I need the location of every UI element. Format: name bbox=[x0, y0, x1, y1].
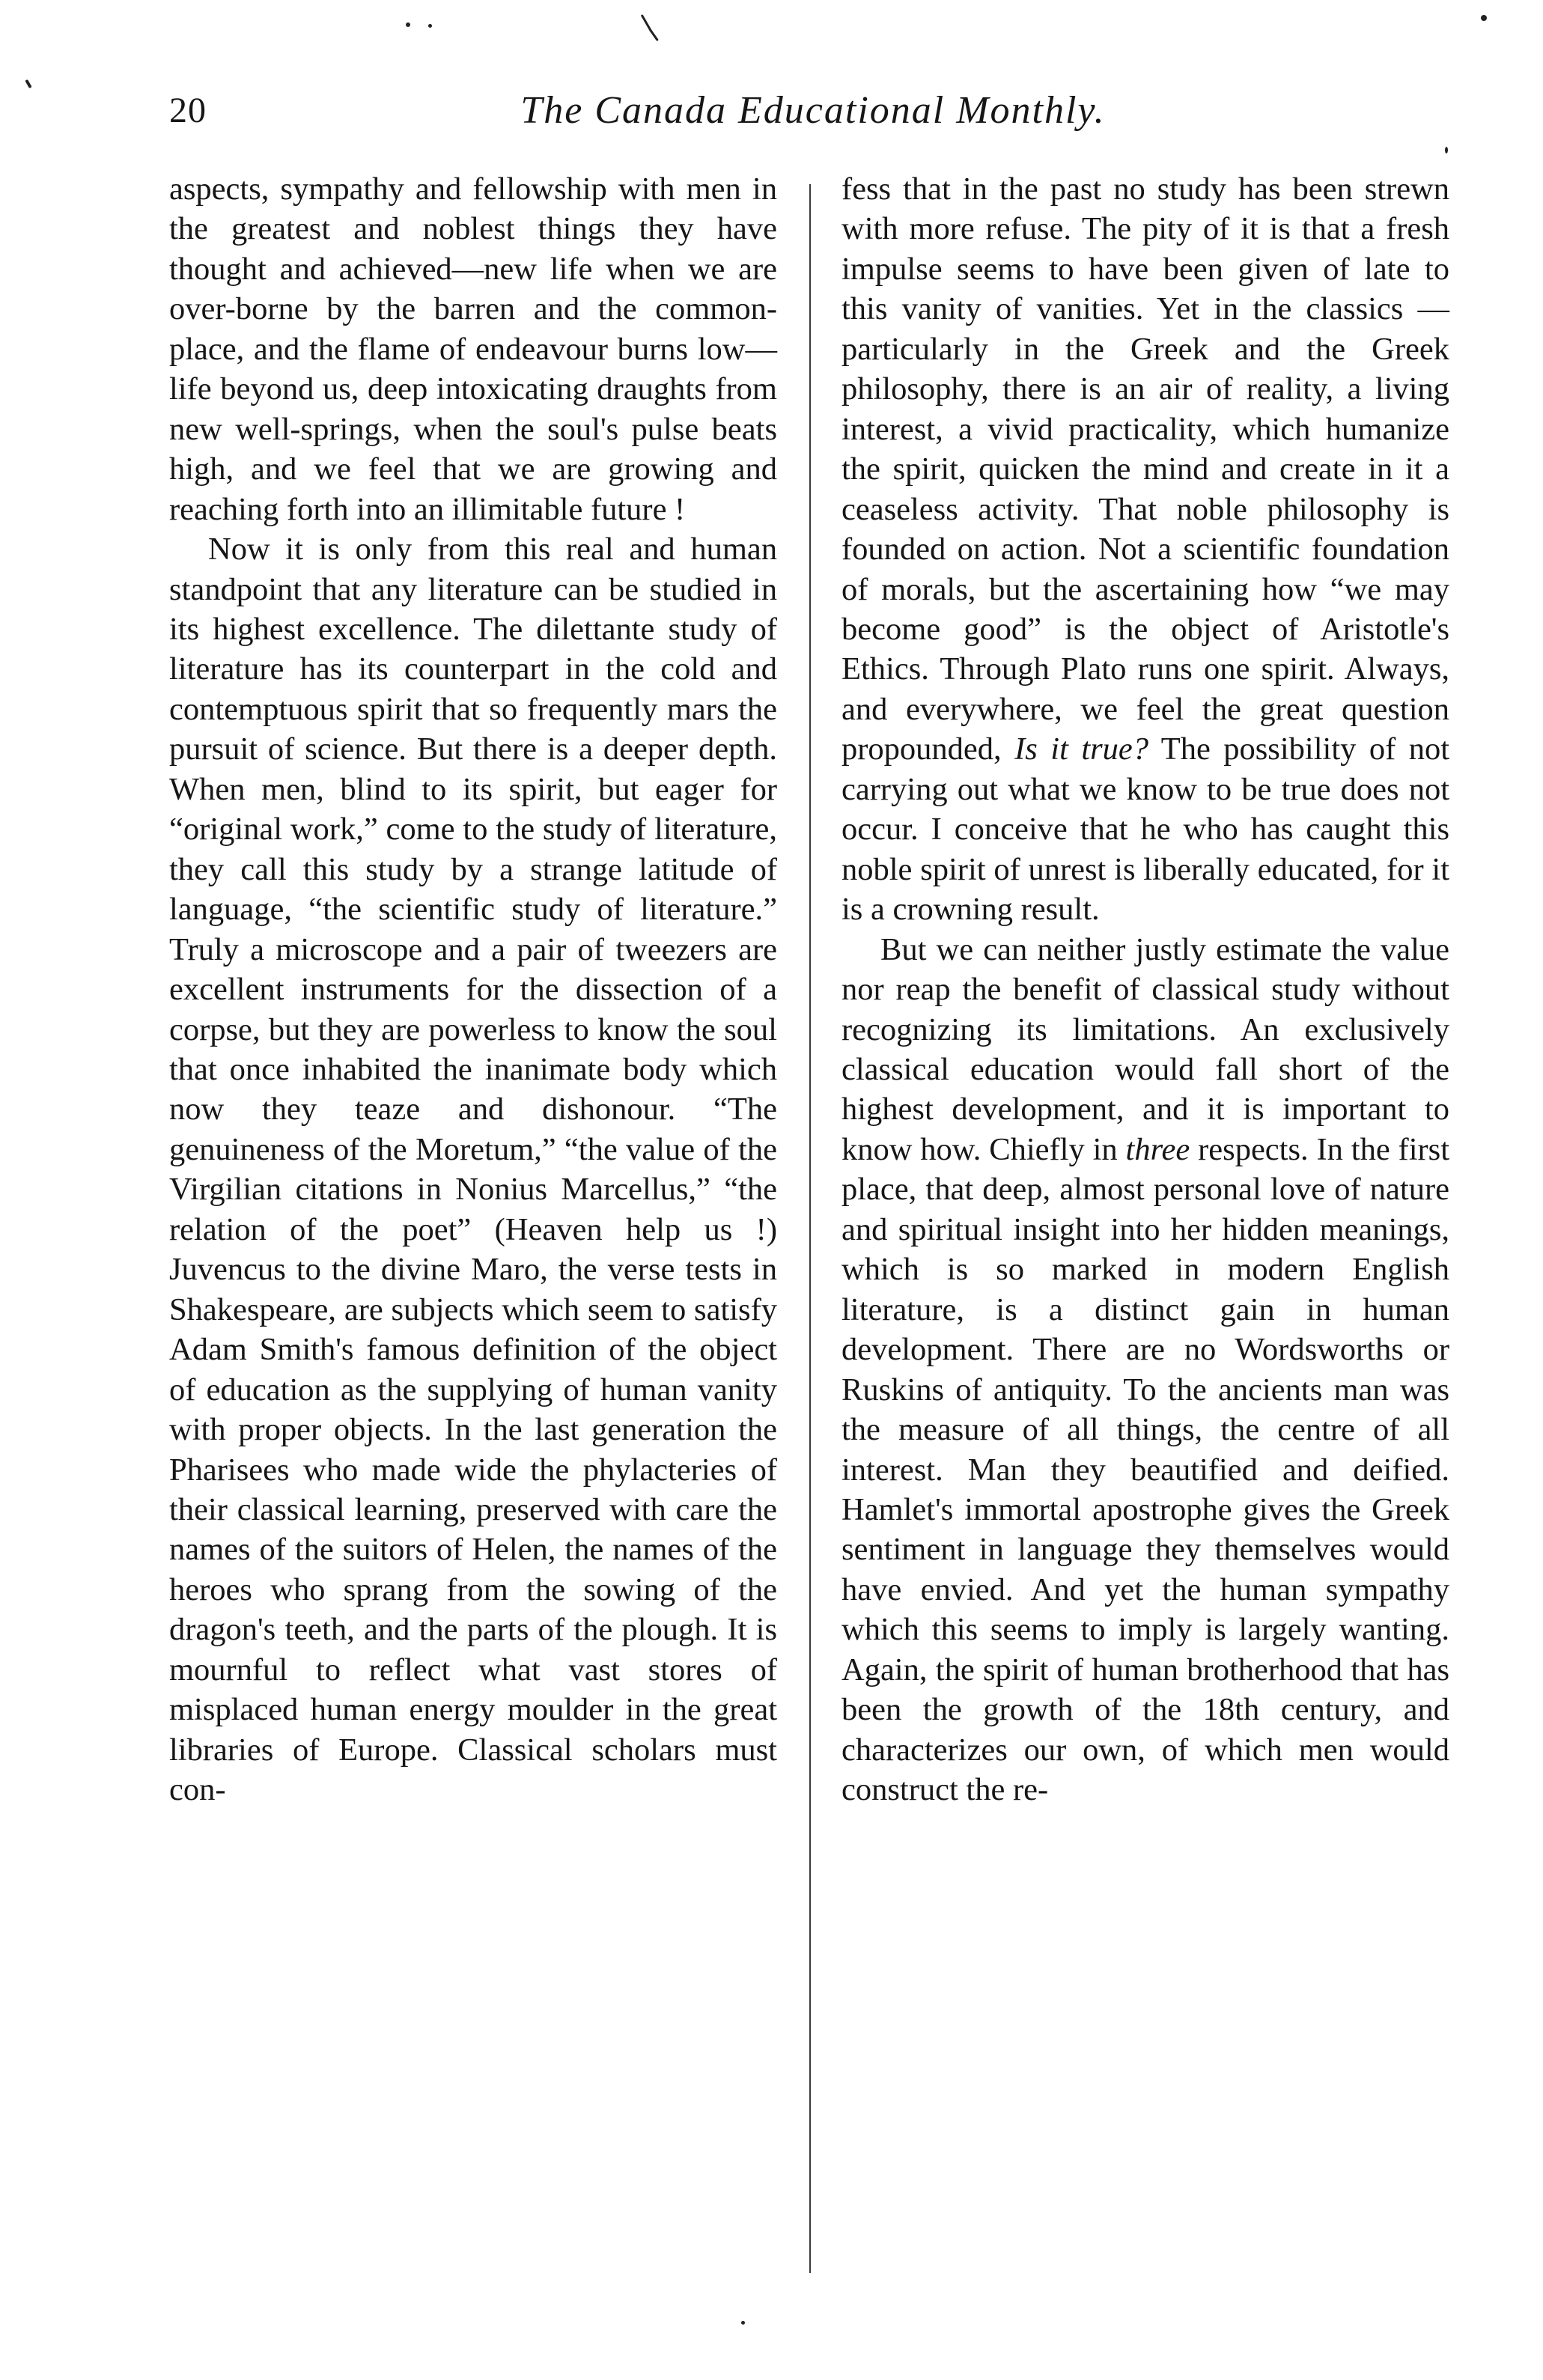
right-paragraph-1-text-a: fess that in the past no study has been strewn with more refuse. The pity of it is that a fresh impulse seems to have been given of late to this vanity of vanities. Yet in the classics —particularly in the Greek and the Greek philosophy, there is an air of reality, a living interest, a vivid practicality, which humanize the spirit, quicken the mind and create in it a ceaseless activity. That noble philosophy is founded on action. Not a scientific foundation of morals, but the ascertaining how “we may become good” is the object of Aristotle's Ethics. Through Plato runs one spirit. Always, and everywhere, we feel the great question propounded, bbox=[842, 171, 1449, 767]
italic-question: Is it true? bbox=[1014, 731, 1149, 767]
italic-three: three bbox=[1125, 1131, 1190, 1167]
scan-speck bbox=[649, 29, 659, 41]
scan-speck bbox=[1445, 147, 1448, 153]
right-paragraph-2-text-a: But we can neither justly estimate the value nor reap the benefit of classical study without recognizing its limitations. An exclusively classical education would fall short of the highest development, and it is important to know how. Chiefly in bbox=[842, 931, 1449, 1167]
scan-speck bbox=[741, 2321, 745, 2325]
right-paragraph-2-text-b: respects. In the first place, that deep, almost personal love of nature and spiritual insight into her hidden meanings, which is so marked in modern English literature, is a distinct gain in human development. There are no Wordsworths or Ruskins of antiquity. To the ancients man was the measure of all things, the centre of all interest. Man they beautified and deified. Hamlet's immortal apostrophe gives the Greek sentiment in language they themselves would have envied. And yet the human sympathy which this seems to imply is largely wanting. Again, the spirit of human brotherhood that has been the growth of the 18th century, and characterizes our own, of which men would construct the re- bbox=[842, 1131, 1450, 1808]
right-paragraph-1-text-b: The possibility of not carrying out what we know to be true does not occur. I conceive that he who has caught this noble spirit of unrest is liberally educated, for it is a crowning result. bbox=[842, 731, 1449, 928]
page-header bbox=[169, 88, 1457, 148]
left-paragraph-1: aspects, sympathy and fellowship with men in the greatest and noblest things they have thought and achieved—new life when we are over-borne by the barren and the common-place, and the flame of endeavour burns low—life beyond us, deep intoxicating draughts from new well-springs, when the soul's pulse beats high, and we feel that we are growing and reaching forth into an illimitable future ! bbox=[169, 171, 777, 527]
left-column bbox=[169, 169, 777, 1810]
scan-speck bbox=[406, 22, 410, 27]
right-paragraph-1 bbox=[842, 169, 1449, 930]
scan-speck bbox=[1481, 15, 1487, 21]
scan-speck bbox=[428, 24, 432, 28]
column-divider bbox=[809, 184, 811, 2273]
running-title: The Canada Educational Monthly. bbox=[520, 89, 1106, 132]
right-paragraph-2 bbox=[842, 930, 1449, 1810]
right-column bbox=[842, 169, 1449, 1810]
left-paragraph-2: Now it is only from this real and human standpoint that any literature can be studied in its highest excellence. The dilettante study of literature has its counterpart in the cold and contemptuous spirit that so frequently mars the pursuit of science. But there is a deeper depth. When men, blind to its spirit, but eager for “original work,” come to the study of literature, they call this study by a strange latitude of language, “the scientific study of literature.” Truly a microscope and a pair of tweezers are excellent instruments for the dissection of a corpse, but they are powerless to know the soul that once inhabited the inanimate body which now they teaze and dishonour. “The genuineness of the Moretum,” “the value of the Virgilian citations in Nonius Marcellus,” “the relation of the poet” (Heaven help us !) Juvencus to the divine Maro, the verse tests in Shakespeare, are subjects which seem to satisfy Adam Smith's famous definition of the object of education as the supplying of human vanity with proper objects. In the last generation the Pharisees who made wide the phylacteries of their classical learning, preserved with care the names of the suitors of Helen, the names of the heroes who sprang from the sowing of the dragon's teeth, and the parts of the plough. It is mournful to reflect what vast stores of misplaced human energy moulder in the great libraries of Europe. Classical scholars must con- bbox=[169, 532, 777, 1808]
page-number: 20 bbox=[169, 91, 207, 130]
scan-speck bbox=[25, 79, 31, 88]
